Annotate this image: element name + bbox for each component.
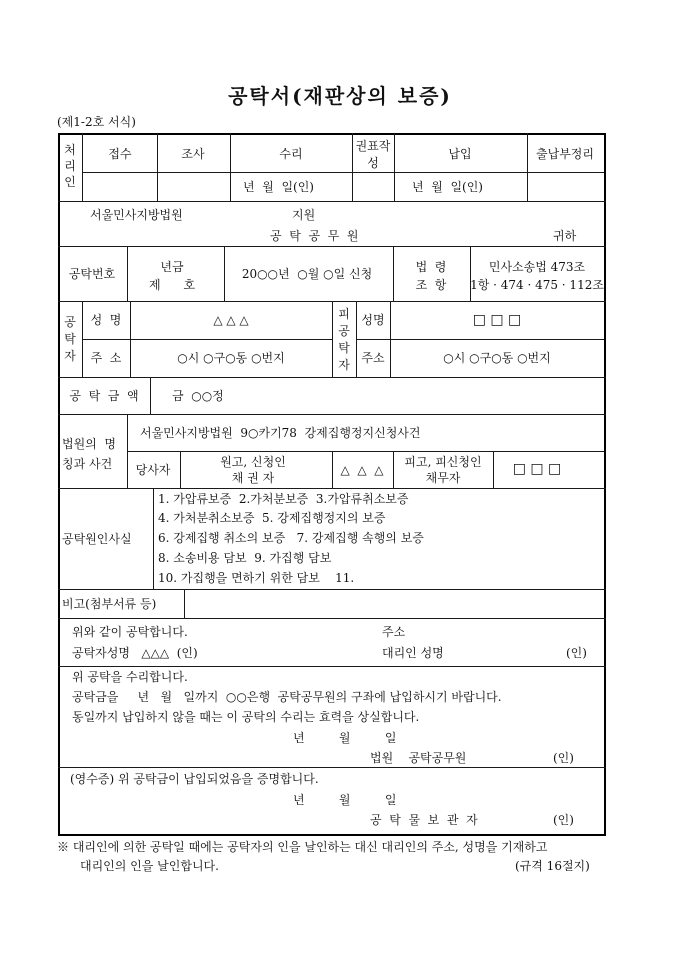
cause-item: 4. 가처분취소보증 5. 강제집행정지의 보증	[158, 511, 386, 525]
beneficiary-address-label: 주소	[361, 351, 385, 365]
depositor-address-label: 주 소	[90, 351, 122, 365]
header-inspection: 조사	[181, 147, 205, 161]
declaration-address-label: 주소	[382, 625, 406, 639]
plaintiff-label: 원고, 신청인 채 권 자	[220, 455, 286, 485]
header-ledger: 출납부정리	[536, 147, 594, 161]
footnote-line: 대리인의 인을 날인합니다.	[80, 859, 219, 873]
beneficiary-name: □ □ □	[472, 312, 522, 328]
cause-item: 10. 가집행을 면하기 위한 담보 11.	[158, 571, 355, 585]
court-case-label: 법원의 명 칭과 사건	[62, 437, 116, 471]
deposit-officer: 공 탁 공 무 원	[270, 229, 359, 243]
law-label: 법 령 조 항	[415, 260, 447, 292]
cause-item: 6. 강제집행 취소의 보증 7. 강제집행 속행의 보증	[158, 531, 424, 545]
cause-item: 1. 가압류보증 2.가처분보증 3.가압류취소보증	[158, 492, 409, 506]
declaration-depositor: 공탁자성명 △△△ (인)	[72, 646, 198, 660]
date-receipt: 년 월 일(인)	[243, 180, 314, 194]
application-date: 20○○년 ○월 ○일 신청	[241, 267, 373, 281]
paper-size-note: (규격 16절지)	[515, 859, 590, 873]
header-receipt: 접수	[108, 147, 132, 161]
header-acceptance: 수리	[279, 147, 303, 161]
receipt-line: (영수증) 위 공탁금이 납입되었음을 증명합니다.	[70, 772, 319, 786]
acceptance-line: 위 공탁을 수리합니다.	[72, 670, 188, 684]
acceptance-line: 동일까지 납입하지 않을 때는 이 공탁의 수리는 효력을 상실합니다.	[72, 710, 420, 724]
declaration-line: 위와 같이 공탁합니다.	[72, 625, 188, 639]
court-branch: 지원	[292, 208, 316, 222]
acceptance-line: 공탁금을 년 월 일까지 ○○은행 공탁공무원의 구좌에 납입하시기 바랍니다.	[72, 690, 502, 704]
header-voucher: 권표작 성	[355, 139, 391, 170]
beneficiary-name-label: 성명	[361, 313, 385, 327]
honorific: 귀하	[553, 229, 577, 243]
acceptance-seal: (인)	[553, 751, 574, 765]
depositor-address: ○시 ○구○동 ○번지	[177, 351, 285, 365]
form-number: (제1-2호 서식)	[57, 115, 136, 129]
cause-label: 공탁원인사실	[62, 532, 132, 546]
acceptance-officer: 법원 공탁공무원	[370, 751, 467, 765]
court-name: 서울민사지방법원	[90, 208, 183, 222]
plaintiff-value: △ △ △	[340, 463, 384, 477]
parties-label: 당사자	[135, 463, 171, 477]
beneficiary-label: 피 공 탁 자	[338, 307, 350, 372]
deposit-year-no: 년금 제 호	[148, 260, 196, 292]
form-title: 공탁서(재판상의 보증)	[228, 84, 452, 108]
header-payment: 납입	[448, 147, 472, 161]
amount-value: 금 ○○정	[172, 389, 224, 403]
deposit-number-label: 공탁번호	[68, 267, 116, 281]
defendant-label: 피고, 피신청인 채무자	[404, 455, 482, 485]
receipt-officer: 공 탁 물 보 관 자	[370, 813, 478, 827]
declaration-agent-label: 대리인 성명	[382, 646, 444, 660]
beneficiary-address: ○시 ○구○동 ○번지	[443, 351, 551, 365]
depositor-label: 공 탁 자	[64, 315, 76, 363]
cause-item: 8. 소송비용 담보 9. 가집행 담보	[158, 551, 332, 565]
acceptance-date: 년 월 일	[293, 731, 397, 745]
remarks-label: 비고(첨부서류 등)	[62, 597, 157, 611]
defendant-value: □ □ □	[512, 461, 562, 477]
depositor-name: △ △ △	[213, 313, 249, 327]
amount-label: 공 탁 금 액	[69, 389, 139, 403]
receipt-date: 년 월 일	[293, 793, 397, 807]
case-value: 서울민사지방법원 9○카기78 강제집행정지신청사건	[140, 426, 421, 440]
footnote-line: ※ 대리인에 의한 공탁일 때에는 공탁자의 인을 날인하는 대신 대리인의 주소, 성명을 기재하고	[57, 840, 548, 854]
declaration-seal: (인)	[566, 646, 587, 660]
receipt-seal: (인)	[553, 813, 574, 827]
date-payment: 년 월 일(인)	[412, 180, 483, 194]
depositor-name-label: 성 명	[90, 313, 122, 327]
law-value: 민사소송법 473조 1항 · 474 · 475 · 112조	[470, 260, 604, 292]
processing-label: 처 리 인	[64, 143, 76, 189]
